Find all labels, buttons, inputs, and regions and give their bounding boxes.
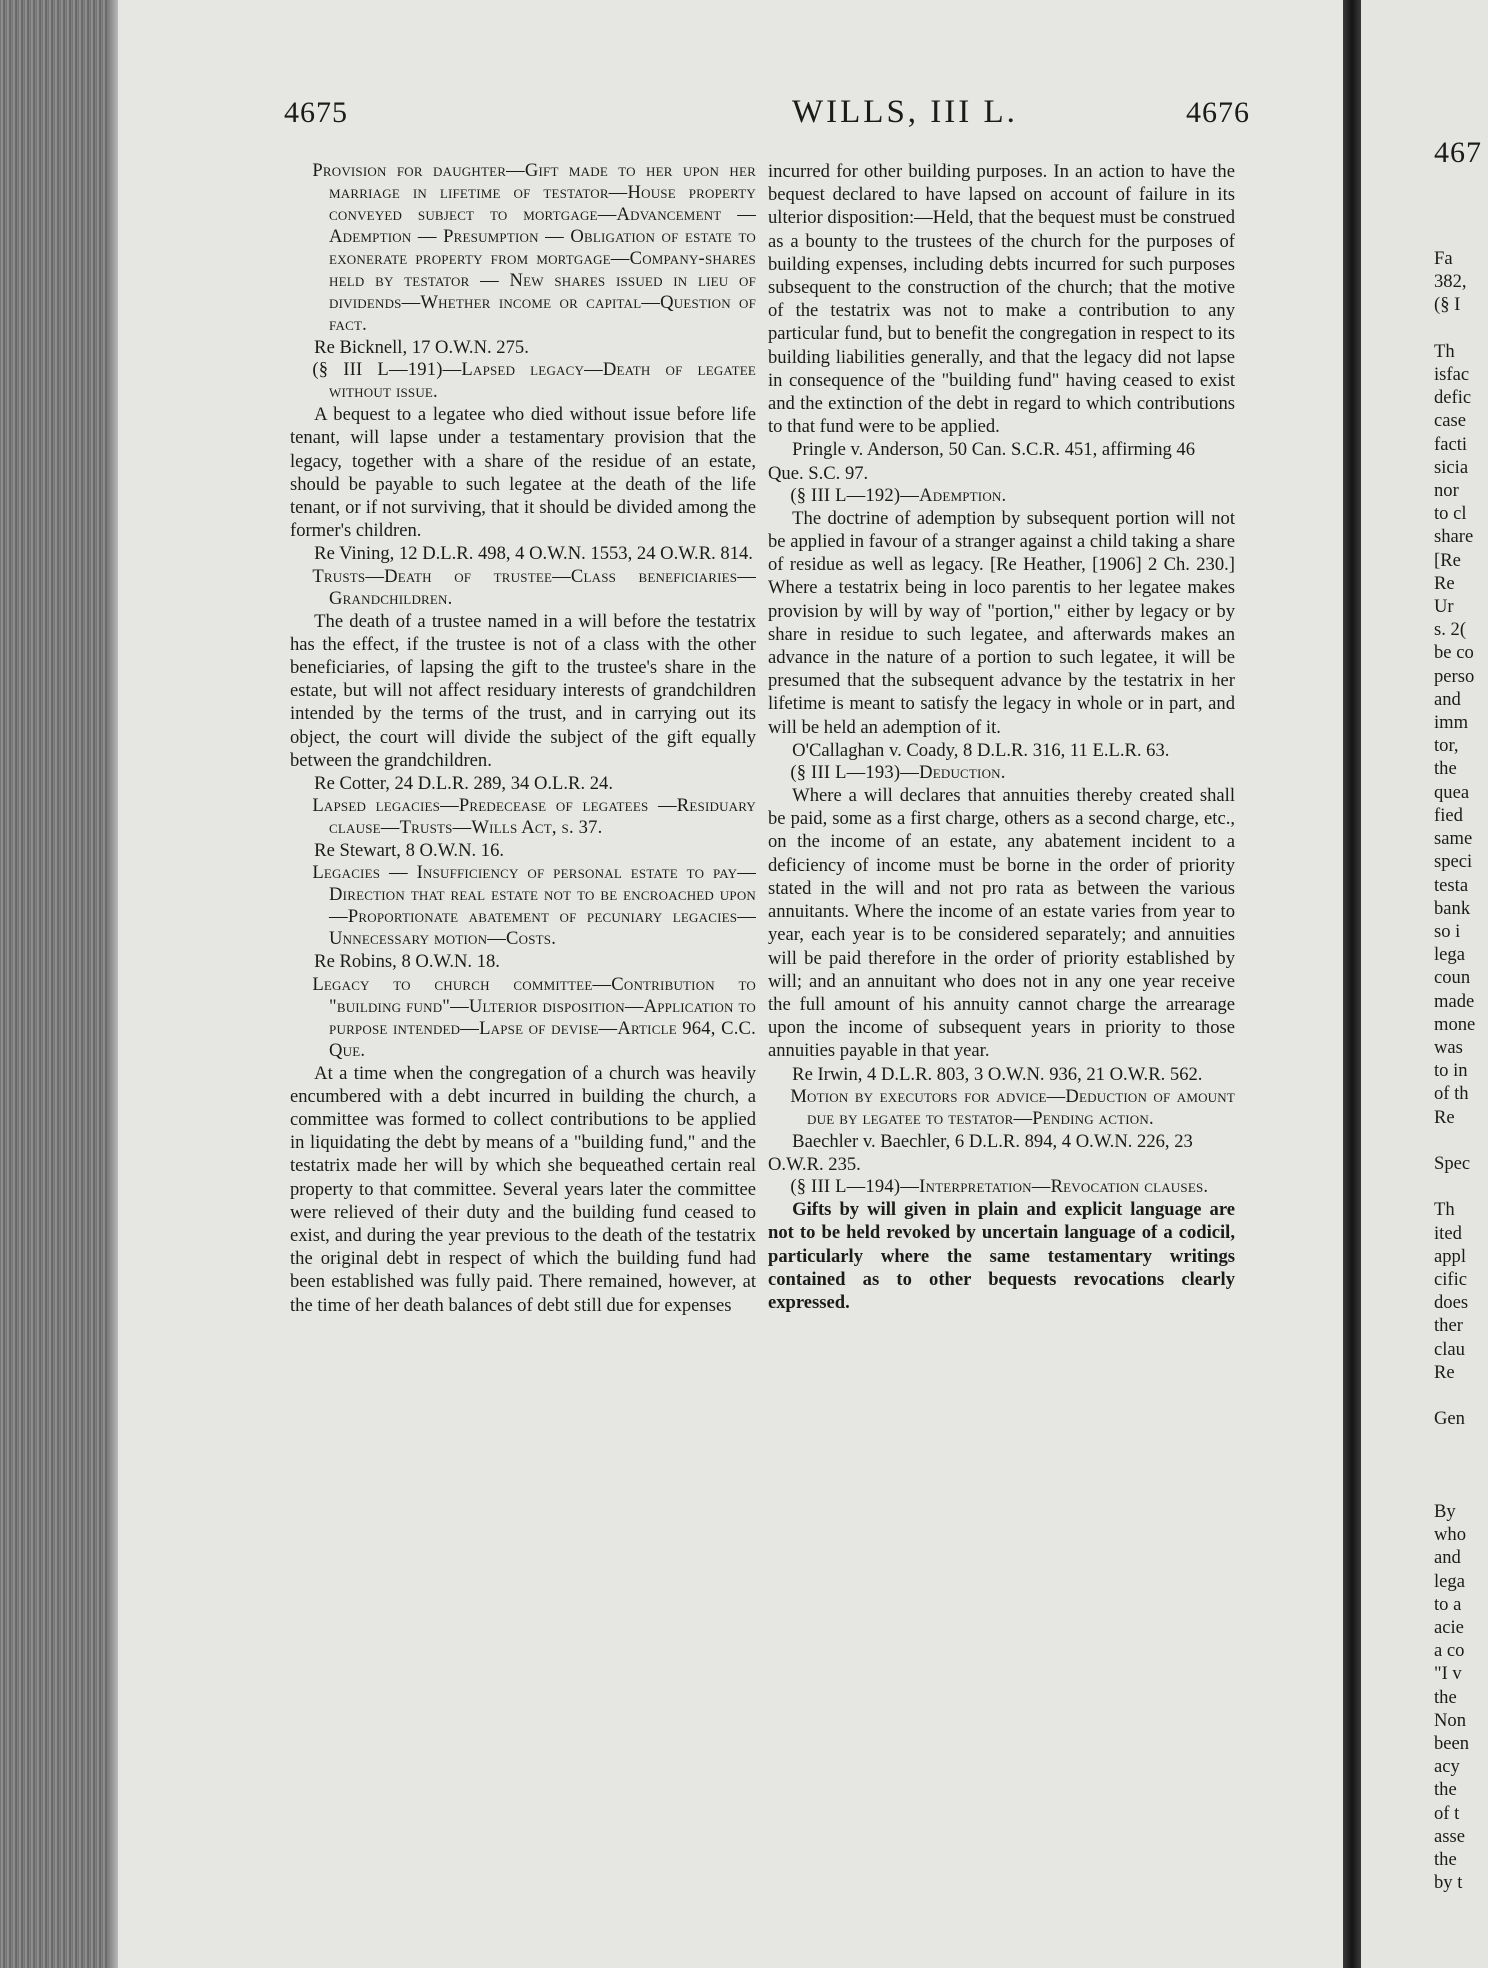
case-citation: Baechler v. Baechler, 6 D.L.R. 894, 4 O.W.N. 226, 23 O.W.R. 235. xyxy=(768,1130,1193,1175)
next-page-fragment: been xyxy=(1434,1733,1470,1755)
page-gutter xyxy=(1343,0,1361,1968)
next-page-fragment: the xyxy=(1434,758,1457,780)
next-page-number: 467 xyxy=(1434,136,1482,170)
next-page-fragment: isfac xyxy=(1434,364,1470,386)
next-page-fragment: Re xyxy=(1434,572,1455,594)
case-citation: Re Stewart, 8 O.W.N. 16. xyxy=(314,840,505,862)
next-page-fragment: asse xyxy=(1434,1825,1465,1847)
next-page-fragment: Re xyxy=(1434,1106,1455,1128)
entry-text: Where a will declares that annuities thereby created shall be paid, some as a first charge, others as a second charge, etc., on the income of an estate, any abatement incident to a deficiency of income must be borne in the order of priority stated in the will and not pro rata as between the various annuitants. Where the income of an estate varies from year to year, each year is to be considered separately; and annuities will be paid therefore in the order of priority established by will; and an annuitant who does not in any one year receive the full amount of his annuity cannot charge the arrearage upon the income of subsequent years in priority to those annuities payable in that year. xyxy=(768,785,1235,1062)
case-citation: O'Callaghan v. Coady, 8 D.L.R. 316, 11 E.L.R. 63. xyxy=(792,739,1170,761)
next-page-fragment: share xyxy=(1434,526,1474,548)
next-page-fragment: quea xyxy=(1434,781,1470,803)
next-page-fragment: the xyxy=(1434,1779,1457,1801)
entry-heading: Motion by executors for advice—Deduction of amount due by legatee to testator—Pending action. xyxy=(790,1085,1235,1129)
next-page-fragment xyxy=(1434,1430,1488,1453)
next-page-fragment: Re xyxy=(1434,1361,1455,1383)
entry-text: Gifts by will given in plain and explicit language are not to be held revoked by uncertain language of a codicil, particularly where the same testamentary writings contained as to other bequests revocations clearly expressed. xyxy=(768,1199,1235,1313)
next-page-fragment: of t xyxy=(1434,1802,1460,1824)
next-page-fragment: to in xyxy=(1434,1060,1468,1082)
entry-heading: Lapsed legacies—Predecease of legatees —Residuary clause—Trusts—Wills Act, s. 37. xyxy=(312,795,756,839)
next-page-fragment: Fa xyxy=(1434,248,1453,270)
next-page-fragment: Th xyxy=(1434,1199,1455,1221)
entry-heading: Provision for daughter—Gift made to her upon her marriage in lifetime of testator—House property conveyed subject to mortgage—Advancement —Ademption — Presumption — Obligation of estate to exonerate property from mortgage—Company-shares held by testator — New shares issued in lieu of dividends—Whether income or capital—Question of fact. xyxy=(312,160,756,335)
next-page-fragment: defic xyxy=(1434,387,1472,409)
next-page-fragment: (§ I xyxy=(1434,294,1461,316)
next-page-fragment: mone xyxy=(1434,1013,1476,1035)
next-page-fragment: testa xyxy=(1434,874,1469,896)
left-page xyxy=(118,0,1343,1968)
next-page-fragment: by t xyxy=(1434,1872,1463,1894)
next-page-fragment: bank xyxy=(1434,897,1471,919)
next-page-fragment: facti xyxy=(1434,433,1468,455)
entry-heading: (§ III L—193)—Deduction. xyxy=(790,762,1006,784)
entry-text: The death of a trustee named in a will before the testatrix has the effect, if the trustee is not of a class with the other beneficiaries, of lapsing the gift to the trustee's share in the estate, but will not affect residuary interests of grandchildren intended by the terms of the trust, and in carrying out its object, the court will divide the subject of the gift equally between the grandchildren. xyxy=(290,610,756,771)
entry-heading: Legacies — Insufficiency of personal estate to pay—Direction that real estate not to be encroached upon—Proportionate abatement of pecuniary legacies—Unnecessary motion—Costs. xyxy=(312,862,756,950)
next-page-fragment: lega xyxy=(1434,1570,1465,1592)
entry-heading: (§ III L—191)—Lapsed legacy—Death of legatee without issue. xyxy=(312,359,756,403)
next-page-fragment: the xyxy=(1434,1849,1457,1871)
next-page-fragment: ited xyxy=(1434,1222,1462,1244)
next-page-fragment: lega xyxy=(1434,944,1465,966)
next-page-fragment: same xyxy=(1434,828,1473,850)
next-page-fragment: to a xyxy=(1434,1593,1462,1615)
next-page-fragment: does xyxy=(1434,1292,1469,1314)
entry-text: incurred for other building purposes. In an action to have the bequest declared to have lapsed on account of failure in its ulterior disposition:—Held, that the bequest must be construed as a bounty to the trustees of the church for the purposes of building expenses, including debts incurred for such purposes subsequent to the construction of the church; that the motive of the testatrix was not to make a contribution to any particular fund, but to benefit the congregation in respect to its building liabilities generally, and that the legacy did not lapse in consequence of the "building fund" having ceased to exist and the extinction of the debt in regard to which contributions to that fund were to be applied. xyxy=(768,161,1235,438)
next-page-fragment: Non xyxy=(1434,1709,1467,1731)
case-citation: Re Irwin, 4 D.L.R. 803, 3 O.W.N. 936, 21 O.W.R. 562. xyxy=(792,1063,1203,1085)
entry-text: A bequest to a legatee who died without issue before life tenant, will lapse under a testamentary provision that the legacy, together with a share of the residue of an estate, should be payable to such legatee at the death of the life tenant, or if not surviving, that it should be divided among the former's children. xyxy=(290,404,756,542)
next-page-fragment: 382, xyxy=(1434,271,1467,293)
next-page-fragment xyxy=(1434,1129,1488,1152)
entry-heading: Legacy to church committee—Contribution to "building fund"—Ulterior disposition—Application to purpose intended—Lapse of devise—Article 964, C.C. Que. xyxy=(312,973,756,1061)
running-title: WILLS, III L. xyxy=(792,94,1018,130)
book-edge xyxy=(0,0,118,1968)
case-citation: Re Bicknell, 17 O.W.N. 275. xyxy=(314,337,529,358)
next-page-fragment: speci xyxy=(1434,851,1473,873)
next-page-fragment: Ur xyxy=(1434,596,1454,618)
case-citation: Re Vining, 12 D.L.R. 498, 4 O.W.N. 1553, 24 O.W.R. 814. xyxy=(314,543,753,565)
next-page-fragment: "I v xyxy=(1434,1663,1462,1685)
next-page-fragment: coun xyxy=(1434,967,1471,989)
next-page-fragment: so i xyxy=(1434,920,1461,942)
next-page-fragment xyxy=(1434,1477,1488,1500)
next-page-fragment: By xyxy=(1434,1500,1456,1522)
next-page-fragment xyxy=(1434,1384,1488,1407)
entry-heading: Trusts—Death of trustee—Class beneficiaries—Grandchildren. xyxy=(312,565,756,609)
next-page-fragment: perso xyxy=(1434,665,1475,687)
entry-text: At a time when the congregation of a church was heavily encumbered with a debt incurred in building the church, a committee was formed to collect contributions to be applied in liquidating the debt by means of a "building fund," and the testatrix made her will by which she bequeathed certain real property to that committee. Several years later the committee were relieved of their duty and the building fund ceased to exist, and during the year previous to the death of the testatrix the original debt in respect of which the building fund had been established was fully paid. There remained, however, at the time of her death balances of debt still due for expenses xyxy=(290,1062,756,1316)
next-page-fragment xyxy=(1434,317,1488,340)
next-page-fragment: Spec xyxy=(1434,1152,1471,1174)
next-page-fragment: nor xyxy=(1434,480,1459,502)
next-page-fragment: was xyxy=(1434,1036,1463,1058)
next-page-fragment xyxy=(1434,1175,1488,1198)
next-page-fragment: clau xyxy=(1434,1338,1465,1360)
next-page-fragment: Th xyxy=(1434,340,1455,362)
next-page-fragment: tor, xyxy=(1434,735,1459,757)
next-page-fragment: fied xyxy=(1434,804,1463,826)
entry-heading: (§ III L—194)—Interpretation—Revocation clauses. xyxy=(790,1176,1209,1198)
next-page-fragment: sicia xyxy=(1434,456,1469,478)
next-page-fragment: [Re xyxy=(1434,549,1461,571)
next-page-fragment: imm xyxy=(1434,712,1469,734)
entry-heading: (§ III L—192)—Ademption. xyxy=(790,484,1007,506)
next-page-fragment: of th xyxy=(1434,1083,1469,1105)
next-page-fragment: to cl xyxy=(1434,503,1467,525)
case-citation: Pringle v. Anderson, 50 Can. S.C.R. 451, affirming 46 Que. S.C. 97. xyxy=(768,439,1196,484)
next-page-fragment: acie xyxy=(1434,1617,1464,1638)
next-page-fragment: appl xyxy=(1434,1245,1467,1267)
next-page-fragment: made xyxy=(1434,990,1475,1012)
next-page-fragment: who xyxy=(1434,1524,1467,1546)
next-page-fragment: Gen xyxy=(1434,1408,1465,1430)
next-page-fragment: s. 2( xyxy=(1434,619,1467,641)
right-page-number: 4676 xyxy=(1186,96,1250,129)
case-citation: Re Robins, 8 O.W.N. 18. xyxy=(314,951,500,973)
left-column xyxy=(290,160,756,1317)
next-page-fragment: cific xyxy=(1434,1268,1468,1290)
next-page-fragment: the xyxy=(1434,1686,1457,1708)
next-page-fragment: be co xyxy=(1434,642,1474,664)
next-page-fragment: a co xyxy=(1434,1640,1465,1662)
left-page-number: 4675 xyxy=(284,96,348,129)
entry-text: The doctrine of ademption by subsequent portion will not be applied in favour of a stranger against a child taking a share of residue as well as legacy. [Re Heather, [1906] 2 Ch. 230.] Where a testatrix being in loco parentis to her legatee makes provision by will by way of "portion," either by legacy or by share in residue to such legatee, and afterwards makes an advance in the nature of a portion to such legatee, it will be presumed that the subsequent advance by the testatrix in her lifetime is meant to satisfy the legacy in whole or in part, and will be held an ademption of it. xyxy=(768,507,1235,738)
next-page-fragment: acy xyxy=(1434,1756,1460,1778)
next-page-fragment xyxy=(1434,1454,1488,1477)
right-column xyxy=(768,160,1235,1314)
next-page-fragment: and xyxy=(1434,688,1461,710)
next-page-fragment: ther xyxy=(1434,1315,1463,1337)
next-page-fragment: case xyxy=(1434,410,1466,432)
next-page-column xyxy=(1434,95,1488,1918)
next-page-fragment: and xyxy=(1434,1547,1461,1569)
case-citation: Re Cotter, 24 D.L.R. 289, 34 O.L.R. 24. xyxy=(314,773,613,795)
